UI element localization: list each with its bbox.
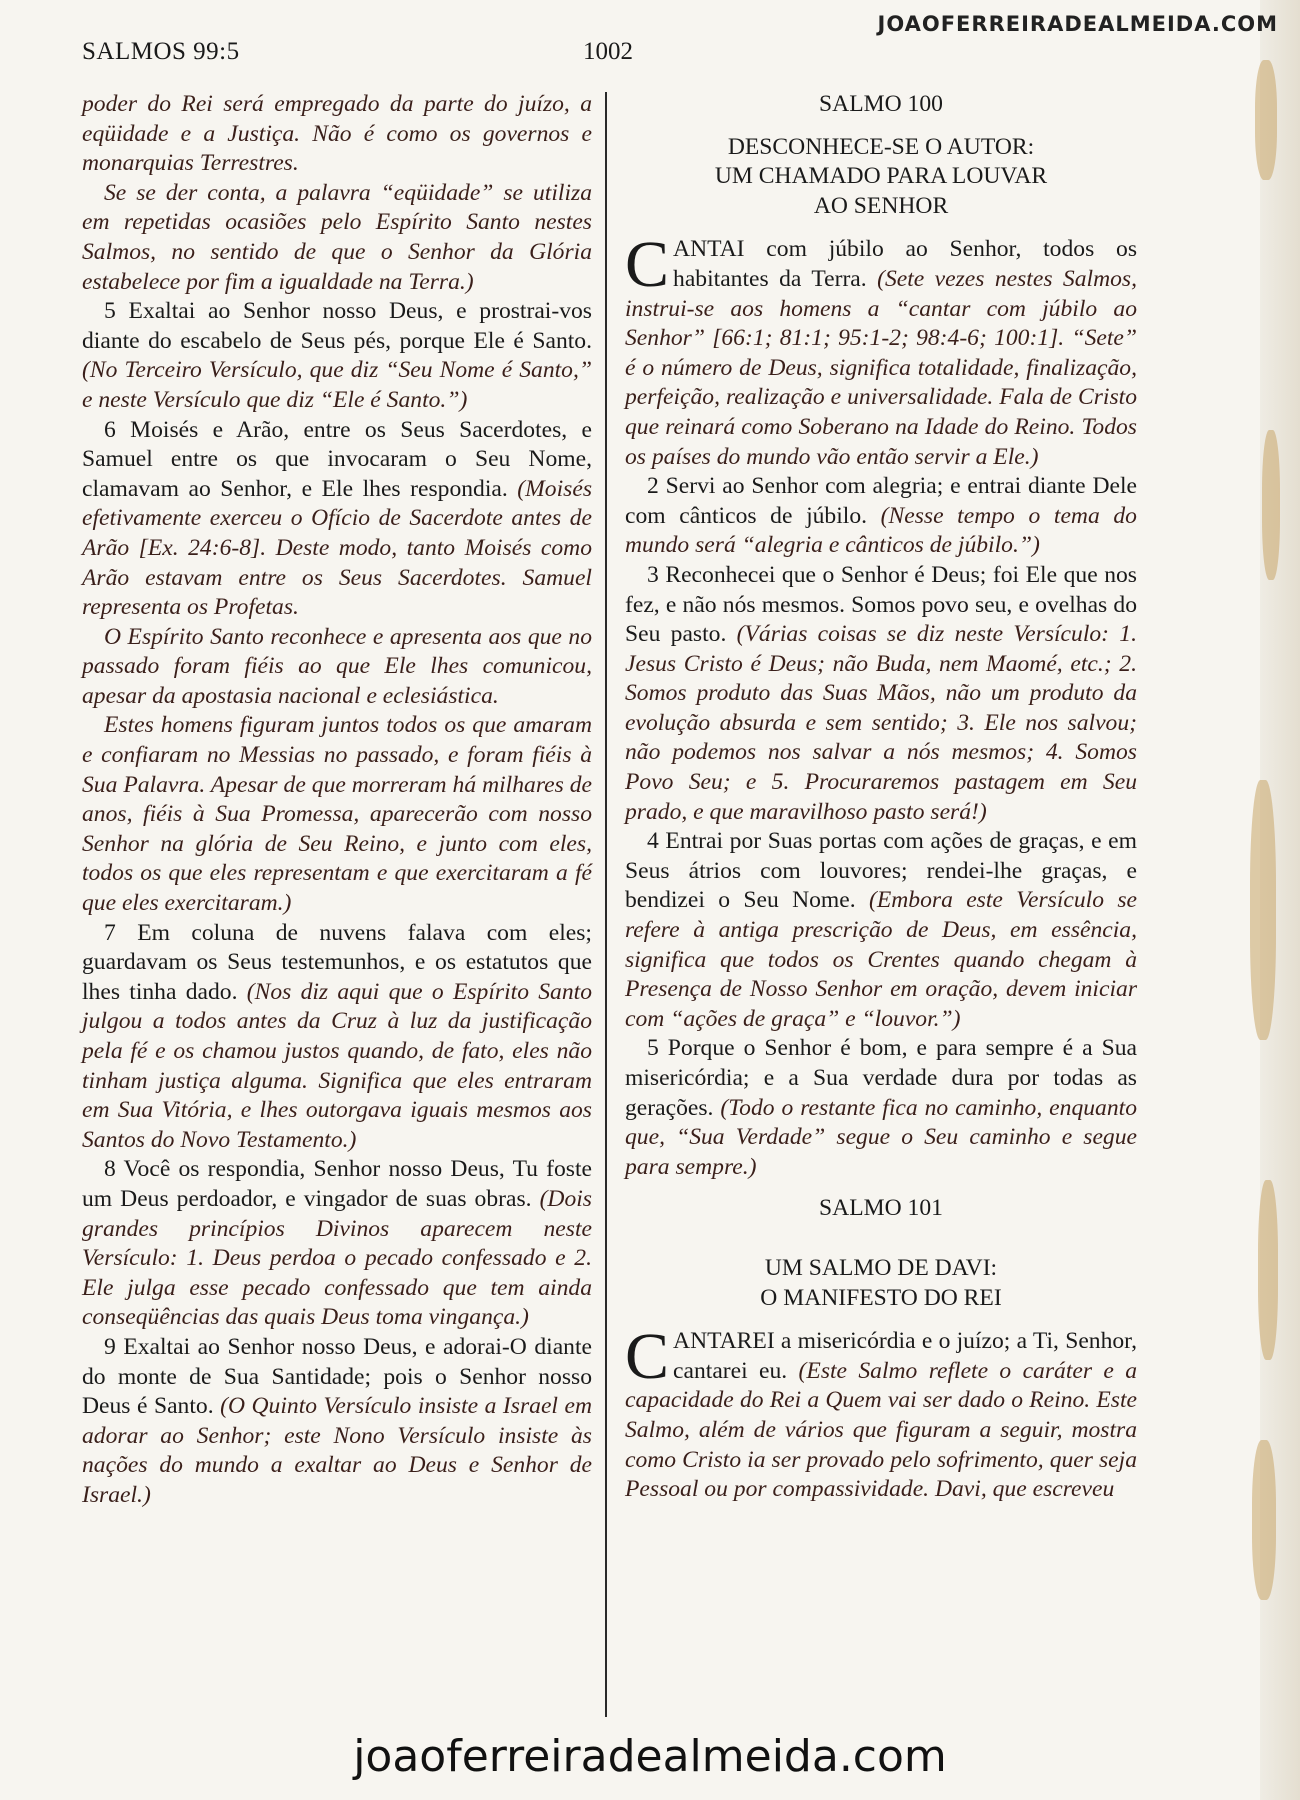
column-divider	[605, 92, 607, 1717]
commentary-paragraph: Se se der conta, a palavra “eqüidade” se utiliza em repetidas ocasiões pelo Espírito Santo nestes Salmos, no sentido de que o Senhor da Glória estabelece por fim a igualdade na Terra.)	[82, 179, 592, 295]
right-column	[625, 90, 1137, 1505]
verse-commentary: (Sete vezes nestes Salmos, instrui-se aos homens a “cantar com júbilo ao Senhor” [66:1; 81:1; 95:1-2; 98:4-6; 100:1]. “Sete” é o número de Deus, significa totalidade, finalização, perfeição, realização e universalidade. Fala de Cristo que reinará como Soberano na Idade do Reino. Todos os países do mundo vão então servir a Ele.)	[625, 265, 1137, 470]
psalm-100-verse-3	[625, 561, 1137, 827]
verse-8	[82, 1155, 592, 1333]
paper-stain	[1258, 1180, 1278, 1360]
psalm-101-title: SALMO 101	[819, 1195, 943, 1222]
verse-6	[82, 416, 592, 623]
verse-commentary: (Nesse tempo o tema do mundo será “alegria e cânticos de júbilo.”)	[625, 502, 1137, 559]
psalm-100-subtitle: AO SENHOR	[813, 192, 949, 219]
psalm-100-subtitle: UM CHAMADO PARA LOUVAR	[714, 163, 1048, 190]
psalm-101-subtitle: UM SALMO DE DAVI:	[764, 1254, 998, 1281]
verse-commentary: (Dois grandes princípios Divinos aparecem neste Versículo: 1. Deus perdoa o pecado confessado e 2. Ele julga esse pecado confessado que tem ainda conseqüências das quais Deus toma vingança.)	[82, 1185, 592, 1331]
verse-text: 5 Exaltai ao Senhor nosso Deus, e prostrai-vos diante do escabelo de Seus pés, porque Ele é Santo.	[82, 298, 592, 354]
verse-7	[82, 919, 592, 1156]
verse-commentary: (O Quinto Versículo insiste a Israel em adorar ao Senhor; este Nono Versículo insiste às nações do mundo a exaltar ao Deus e Senhor de Israel.)	[82, 1393, 592, 1508]
verse-text: 3 Reconhecei que o Senhor é Deus; foi Ele que nos fez, e não nós mesmos. Somos povo seu, e ovelhas do Seu pasto.	[625, 561, 1137, 648]
verse-commentary: (Nos diz aqui que o Espírito Santo julgou a todos antes da Cruz à luz da justificação pela fé e os chamou justos quando, de fato, eles não tinham justiça alguma. Significa que eles entraram em Sua Vitória, e lhes outorgava iguais mesmos aos Santos do Novo Testamento.)	[82, 978, 592, 1153]
psalm-100-subtitle: DESCONHECE-SE O AUTOR:	[727, 133, 1035, 160]
verse-commentary: (Todo o restante fica no caminho, enquanto que, “Sua Verdade” segue o Seu caminho e segue para sempre.)	[625, 1094, 1137, 1180]
psalm-101-subtitle: O MANIFESTO DO REI	[760, 1284, 1002, 1311]
verse-5	[82, 297, 592, 415]
drop-cap: C	[625, 228, 670, 302]
commentary-paragraph: O Espírito Santo reconhece e apresenta aos que no passado foram fiéis ao que Ele lhes comunicou, apesar da apostasia nacional e eclesiástica.	[82, 623, 592, 709]
verse-commentary: (Moisés efetivamente exerceu o Ofício de Sacerdote antes de Arão [Ex. 24:6-8]. Deste modo, tanto Moisés como Arão estavam entre os Seus Sacerdotes. Samuel representa os Profetas.	[82, 475, 592, 621]
psalm-100-title: SALMO 100	[819, 91, 943, 117]
psalm-101-verse-1	[625, 1320, 1137, 1505]
verse-text: 5 Porque o Senhor é bom, e para sempre é a Sua misericórdia; e a Sua verdade dura por todas as gerações.	[625, 1035, 1137, 1121]
paper-stain	[1262, 430, 1280, 580]
left-column	[82, 90, 592, 1511]
verse-text: 9 Exaltai ao Senhor nosso Deus, e adorai-O diante do monte de Sua Santidade; pois o Senhor nosso Deus é Santo.	[82, 1333, 592, 1420]
verse-text: 4 Entrai por Suas portas com ações de graças, e em Seus átrios com louvores; rendei-lhe graças, e bendizei o Seu Nome.	[625, 828, 1137, 914]
verse-commentary: (No Terceiro Versículo, que diz “Seu Nome é Santo,” e neste Versículo que diz “Ele é Santo.”)	[82, 357, 592, 413]
verse-commentary: (Várias coisas se diz neste Versículo: 1. Jesus Cristo é Deus; não Buda, nem Maomé, etc.; 2. Somos produto das Suas Mãos, não um produto da evolução absurda e sem sentido; 3. Ele nos salvou; não podemos nos salvar a nós mesmos; 4. Somos Povo Seu; e 5. Procuraremos pastagem em Seu prado, e que maravilhoso pasto será!)	[625, 621, 1137, 825]
verse-9	[82, 1333, 592, 1511]
page-number: 1002	[583, 38, 633, 65]
psalm-100-verse-4	[625, 827, 1137, 1034]
drop-cap: C	[625, 1320, 670, 1394]
paper-stain	[1250, 780, 1276, 1040]
commentary-paragraph: Estes homens figuram juntos todos os que amaram e confiaram no Messias no passado, e foram fiéis à Sua Palavra. Apesar de que morreram há milhares de anos, fiéis à Sua Promessa, aparecerão com nosso Senhor na glória de Seu Reino, e junto com eles, todos os que eles representam e que exercitaram a fé que eles exercitaram.)	[82, 712, 592, 917]
verse-commentary: (Embora este Versículo se refere à antiga prescrição de Deus, em essência, significa que todos os Crentes quando chegam à Presença de Nosso Senhor em oração, devem iniciar com “ações de graça” e “louvor.”)	[625, 887, 1137, 1032]
verse-text: 6 Moisés e Arão, entre os Seus Sacerdotes, e Samuel entre os que invocaram o Seu Nome, clamavam ao Senhor, e Ele lhes respondia.	[82, 416, 592, 502]
psalm-100-verse-1	[625, 228, 1137, 472]
verse-text: 8 Você os respondia, Senhor nosso Deus, Tu foste um Deus perdoador, e vingador de suas obras.	[82, 1156, 592, 1212]
website-watermark-bottom: joaoferreiradealmeida.com	[353, 1731, 947, 1782]
psalm-100-verse-5	[625, 1034, 1137, 1182]
verse-text: 2 Servi ao Senhor com alegria; e entrai diante Dele com cânticos de júbilo.	[625, 473, 1137, 529]
verse-text: ANTAI com júbilo ao Senhor, todos os habitantes da Terra.	[673, 236, 1137, 292]
website-watermark-top: JOAOFERREIRADEALMEIDA.COM	[877, 12, 1278, 36]
verse-text: ANTAREI a misericórdia e o juízo; a Ti, Senhor, cantarei eu.	[673, 1328, 1137, 1384]
paper-stain	[1255, 60, 1277, 180]
verse-text: 7 Em coluna de nuvens falava com eles; guardavam os Seus testemunhos, e os estatutos que lhes tinha dado.	[82, 919, 592, 1005]
running-head: SALMOS 99:5	[82, 38, 240, 65]
psalm-100-verse-2	[625, 472, 1137, 561]
verse-commentary: (Este Salmo reflete o caráter e a capacidade do Rei a Quem vai ser dado o Reino. Este Salmo, além de vários que figuram a seguir, mostra como Cristo ia ser provado pelo sofrimento, quer seja Pessoal ou por compassividade. Davi, que escreveu	[625, 1357, 1137, 1503]
paper-stain	[1252, 1440, 1276, 1600]
commentary-paragraph: poder do Rei será empregado da parte do juízo, a eqüidade e a Justiça. Não é como os governos e monarquias Terrestres.	[82, 91, 592, 177]
